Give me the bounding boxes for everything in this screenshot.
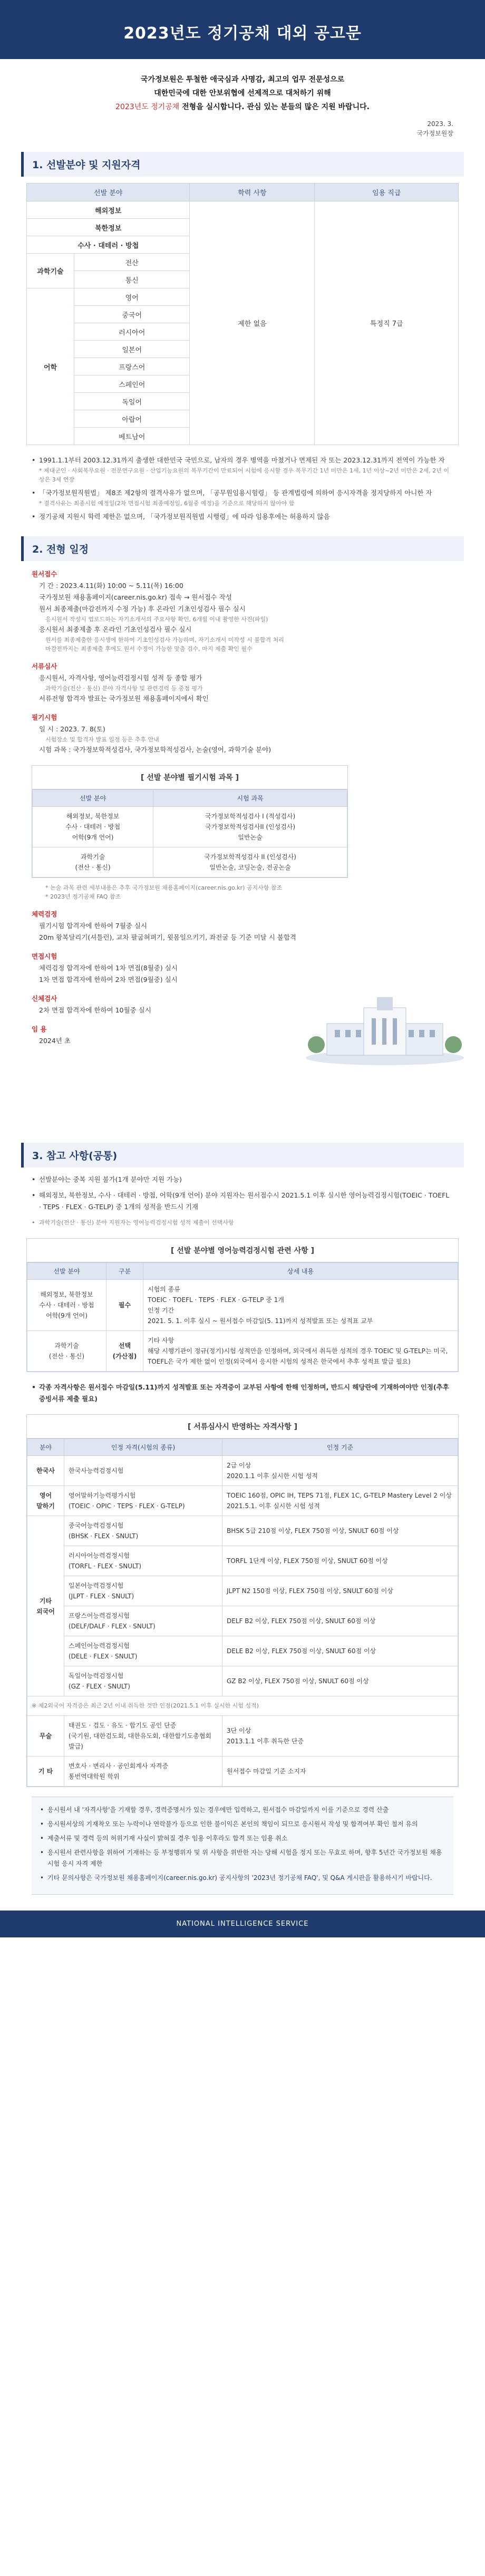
schedule-heading: 임 용 [32,1025,47,1033]
table-cell: 중국어능력검정시험 (BHSK · FLEX · SNULT) [64,1516,222,1546]
field-row: 통신 [74,271,190,288]
box-note: * 논술 과목 관련 세부내용은 추후 국가정보원 채용홈페이지(career.nis.go.kr) 공지사항 참조 [45,884,283,891]
col-header: 선발 분야 [33,790,153,807]
english-test-box [26,1238,459,1372]
certificate-box [26,1414,459,1787]
certificate-table [27,1439,458,1787]
table-cell: 독일어능력검정시험 (GZ · FLEX · SNULT) [64,1666,222,1696]
schedule-item: 기 간 : 2023.4.11(화) 10:00 ~ 5.11(목) 16:00 [39,582,183,590]
col-header: 인정 자격(시험의 종류) [64,1439,222,1456]
field-row: 수사 · 대테러 · 방첩 [27,236,190,254]
schedule-heading: 필기시험 [32,713,57,721]
table-cell: 시험의 종류 TOEIC · TOEFL · TEPS · FLEX · G-TELP 중 1개 인정 기간 2021. 5. 1. 이후 실시 ~ 원서접수 마감일(5. 11)까지 성적발표 또는 성적표 교부 [143,1280,458,1331]
notice-org: 국가정보원장 [416,130,453,137]
schedule-subnote: 과학기술(전산 · 통신) 분야 자격사항 및 관련경력 등 중점 평가 [45,685,203,692]
col-header: 시험 과목 [153,790,347,807]
table-cell: 러시아어능력검정시험 (TORFL · FLEX · SNULT) [64,1546,222,1576]
schedule-item: 원서 최종제출(마감전까지 수정 가능) 후 온라인 기초인성검사 필수 실시 [39,605,246,613]
field-row: 영어 [74,288,190,306]
table-cell: 영어 말하기 [27,1486,64,1516]
table-cell: GZ B2 이상, FLEX 750점 이상, SNULT 60점 이상 [222,1666,458,1696]
schedule-subnote: 마감전까지는 최종제출 후에도 원서 수정이 가능한 맞춤 검수, 마지 제출 확인 필수 [45,645,253,652]
field-row: 북한정보 [27,219,190,236]
box-note: * 2023년 정기공채 FAQ 참조 [45,893,121,900]
col-header-edu: 학력 사항 [190,184,315,201]
footer-text: NATIONAL INTELLIGENCE SERVICE [176,1920,309,1928]
table-cell: BHSK 5급 210점 이상, FLEX 750점 이상, SNULT 60점 이상 [222,1516,458,1546]
footer [0,1911,485,1937]
table-cell: DELE B2 이상, FLEX 750점 이상, SNULT 60점 이상 [222,1636,458,1666]
schedule-item: 1차 면접 합격자에 한하여 2차 면접(9월중) 실시 [39,976,178,983]
section-title-2: 2. 전형 일정 [21,536,464,561]
table-cell: 국가정보학적성검사 I (적성검사) 국가정보학적성검사II (인성검사) 일반논술 [153,807,347,847]
written-exam-box [32,765,348,878]
intro-text [0,59,485,119]
category-language: 어학 [27,288,74,445]
schedule-item: 체력검정 합격자에 한하여 1차 면접(8월중) 실시 [39,964,178,972]
intro-line-3: 전형을 실시합니다. 관심 있는 분들의 많은 지원 바랍니다. [179,103,370,111]
schedule-subnote: 시험장소 및 합격자 발표 일정 등은 추후 안내 [45,736,159,743]
field-row: 독일어 [74,393,190,410]
final-note-item: • 제출서류 및 경력 등의 허위기재 사실이 밝혀질 경우 임용 이후라도 합격 또는 임용 취소 [40,1833,445,1844]
table-cell: TOEIC 160점, OPIC IH, TEPS 71점, FLEX 1C, G-TELP Mastery Level 2 이상 2021.5.1. 이후 실시한 시험 성적 [222,1486,458,1516]
field-row: 스페인어 [74,375,190,393]
table-cell: 기타 사항 해당 시행기관이 정규(정기)시험 성적만을 인정하며, 외국에서 취득한 성적의 경우 TOEIC 및 G-TELP는 미국, TOEFL은 국가 제한 없이 인정(외국에서 응시한 시험의 성적은 한국에서 추후 성적표 발급 필요) [143,1331,458,1372]
category-science: 과학기술 [27,254,74,288]
intro-line-2: 대한민국에 대한 안보위협에 선제적으로 대처하기 위해 [154,89,331,98]
page-title: 2023년도 정기공채 대외 공고문 [123,24,362,43]
table-cell: 스페인어능력검정시험 (DELE · FLEX · SNULT) [64,1636,222,1666]
table-cell: 기타 외국어 [27,1516,64,1696]
table-cell: 3단 이상 2013.1.1 이후 취득한 단증 [222,1716,458,1757]
note-item: • 정기공채 지원시 학력 제한은 없으며, 「국가정보원직원법 시행령」에 따라 임용후에는 허용하지 않음 [32,511,453,523]
schedule-subnote: 원서를 최종제출한 응시생에 한하여 기초인성검사 가능하며, 자기소개서 미작성 시 불합격 처리 [45,636,284,643]
field-row: 베트남어 [74,428,190,445]
schedule-item: 필기시험 합격자에 한하여 7월중 실시 [39,922,147,930]
schedule-heading: 신체검사 [32,995,57,1002]
table-cell: 선택 (가산점) [106,1331,143,1372]
table-cell: 일본어능력검정시험 (JLPT · FLEX · SNULT) [64,1576,222,1606]
field-row: 일본어 [74,341,190,358]
col-header: 구분 [106,1263,143,1280]
building-icon [306,987,464,1066]
field-row: 해외정보 [27,201,190,219]
eligibility-notes [32,455,453,523]
table-cell: 태권도 · 검도 · 유도 · 합기도 공인 단증 (국기원, 대한검도회, 대한유도회, 대한합기도총협회 발급) [64,1716,222,1757]
table-cell: 무술 [27,1716,64,1757]
box-title: [ 선발 분야별 필기시험 과목 ] [32,766,347,789]
col-header: 선발 분야 [27,1263,106,1280]
table-note: ※ 제2외국어 자격증은 최근 2년 이내 취득한 것만 인정(2021.5.1 이후 실시한 시험 성적) [27,1696,458,1716]
table-cell: TORFL 1단계 이상, FLEX 750점 이상, SNULT 60점 이상 [222,1546,458,1576]
table-cell: 국가정보학적성검사 II (인성검사) 일반논술, 코딩논술, 전공논술 [153,847,347,877]
table-cell: 한국사능력검정시험 [64,1456,222,1486]
notice-meta [0,119,485,138]
reference-list [32,1174,453,1229]
final-notes [32,1797,453,1895]
final-note-item: • 기타 문의사항은 국가정보원 채용홈페이지(career.nis.go.kr) 공지사항의 '2023년 정기공채 FAQ', 및 Q&A 게시판을 활용하시기 바랍니다. [40,1873,445,1884]
reference-item: • 과학기술(전산 · 통신) 분야 지원자는 영어능력검정시험 성적 제출이 선택사항 [32,1217,453,1229]
table-cell: 과학기술 (전산 · 통신) [27,1331,106,1372]
notice-date: 2023. 3. [427,120,453,128]
table-cell: DELF B2 이상, FLEX 750점 이상, SNULT 60점 이상 [222,1606,458,1636]
field-row: 중국어 [74,306,190,323]
final-note-item: • 응시원서상의 기재착오 또는 누락이나 연락불가 등으로 인한 불이익은 본인의 책임이 되므로 응시원서 작성 및 합격여부 확인 철저 유의 [40,1819,445,1830]
final-note-item: • 응시원서 내 '자격사항'을 기재할 경우, 경력증명서가 있는 경우에만 입력하고, 원서접수 마감일까지 이를 기준으로 경력 산출 [40,1805,445,1816]
box-title: [ 서류심사시 반영하는 자격사항 ] [27,1415,458,1439]
section-title-1: 1. 선발분야 및 지원자격 [21,152,464,177]
reference-item: • 해외정보, 북한정보, 수사 · 대테러 · 방첩, 어학(9개 언어) 분야 지원자는 원서접수시 2021.5.1 이후 실시한 영어능력검정시험(TOEIC · TOEFL · TEPS · FLEX · G-TELP) 중 1개의 성적을 반드시 기재 [32,1190,453,1213]
table-cell: 프랑스어능력검정시험 (DELF/DALF · FLEX · SNULT) [64,1606,222,1636]
schedule-heading: 서류심사 [32,662,57,670]
final-note-item: • 응시원서 관련사항을 위하여 기재하는 등 부정행위자 및 위 사항을 위반한 자는 당해 시험을 정지 또는 무효로 하며, 향후 5년간 국가정보원 채용시험 응시 자격 제한 [40,1847,445,1869]
note-item: • 「국가정보원직원법」 제8조 제2항의 결격사유가 없으며, 「공무원임용시험령」 등 관계법령에 의하여 응시자격을 정지당하지 아니한 자 * 결격사유는 최종시험 예정일(2차 면접시험 최종예정일, 6월중 예정)을 기준으로 해당하지 않아야 함 [32,487,453,508]
col-header: 인정 기준 [222,1439,458,1456]
schedule-item: 2024년 초 [39,1037,71,1045]
note-item: • 1991.1.1부터 2003.12.31까지 출생한 대한민국 국민으로, 남자의 경우 병역을 마쳤거나 면제된 자 또는 2023.12.31까지 전역이 가능한 자 * 제대군인 · 사회복무요원 · 전문연구요원 · 산업기능요원의 복무기간이 만료되어 시험에 응시할 경우 복무기간 1년 미만은 1세, 1년 이상~2년 미만은 2세, 2년 이상은 3세 연장 [32,455,453,484]
col-header-grade: 임용 직급 [315,184,459,201]
building-illustration [0,1050,485,1129]
table-cell: 변호사 · 변리사 · 공인회계사 자격증 통번역대학원 학위 [64,1757,222,1787]
col-header: 상세 내용 [143,1263,458,1280]
schedule-subnote: 응시원서 작성시 업로드하는 자기소개서의 주요사항 확인, 6개월 이내 촬영한 사진(파일) [45,616,268,623]
table-cell: 해외정보, 북한정보 수사 · 대테러 · 방첩 어학(9개 언어) [33,807,153,847]
edu-cell: 제한 없음 [190,201,315,445]
schedule [32,568,453,756]
table-cell: JLPT N2 150점 이상, FLEX 750점 이상, SNULT 60점 이상 [222,1576,458,1606]
schedule-heading: 체력검정 [32,910,57,918]
field-row: 아랍어 [74,410,190,428]
table-cell: 필수 [106,1280,143,1331]
qualification-note [32,1382,453,1405]
reference-item: • 각종 자격사항은 원서접수 마감일(5.11)까지 성적발표 또는 자격증이 교부된 사항에 한해 인정하며, 반드시 해당란에 기재하여야만 인정(추후 증빙서류 제출 필요) [32,1382,453,1405]
schedule-item: 시험 과목 : 국가정보학적성검사, 국가정보학적성검사, 논술(영어, 과학기술 분야) [39,746,271,754]
field-row: 러시아어 [74,323,190,341]
english-test-table [27,1262,458,1372]
table-cell: 해외정보, 북한정보 수사 · 대테러 · 방첩 어학(9개 언어) [27,1280,106,1331]
schedule-item: 20m 왕복달리기(셔틀런), 교차 팔굽혀펴기, 윗몸일으키기, 좌전굴 등 기준 미달 시 불합격 [39,933,296,941]
table-cell: 과학기술 (전산 · 통신) [33,847,153,877]
recruitment-table [26,183,459,445]
col-header: 분야 [27,1439,64,1456]
reference-item: • 선발분야는 중복 지원 불가(1개 분야만 지원 가능) [32,1174,453,1185]
box-title: [ 선발 분야별 영어능력검정시험 관련 사항 ] [27,1239,458,1262]
schedule-item: 응시원서 최종제출 후 온라인 기초인성검사 필수 실시 [39,625,192,633]
header-banner [0,0,485,59]
table-cell: 영어말하기능력평가시험 (TOEIC · OPIC · TEPS · FLEX · G-TELP) [64,1486,222,1516]
schedule-heading: 면접시험 [32,952,57,960]
schedule-item: 2차 면접 합격자에 한하여 10월중 실시 [39,1006,151,1014]
col-header-field: 선발 분야 [27,184,190,201]
schedule-item: 일 시 : 2023. 7. 8(토) [39,725,105,733]
written-exam-table [32,789,347,877]
intro-line-1: 국가정보원은 투철한 애국심과 사명감, 최고의 업무 전문성으로 [140,75,345,84]
table-cell: 한국사 [27,1456,64,1486]
field-row: 프랑스어 [74,358,190,375]
grade-cell: 특정직 7급 [315,201,459,445]
section-title-3: 3. 참고 사항(공통) [21,1143,464,1168]
table-cell: 기 타 [27,1757,64,1787]
table-cell: 원서접수 마감일 기준 소지자 [222,1757,458,1787]
schedule-item: 국가정보원 채용홈페이지(career.nis.go.kr) 접속 → 원서접수 작성 [39,593,232,601]
schedule-heading: 원서접수 [32,570,57,578]
schedule-item: 서류전형 합격자 발표는 국가정보원 채용홈페이지에서 확인 [39,694,209,702]
table-cell: 2급 이상 2020.1.1 이후 실시한 시험 성적 [222,1456,458,1486]
field-row: 전산 [74,254,190,271]
intro-highlight: 2023년도 정기공채 [115,103,180,111]
schedule-item: 응시원서, 자격사항, 영어능력검정시험 성적 등 종합 평가 [39,674,202,682]
